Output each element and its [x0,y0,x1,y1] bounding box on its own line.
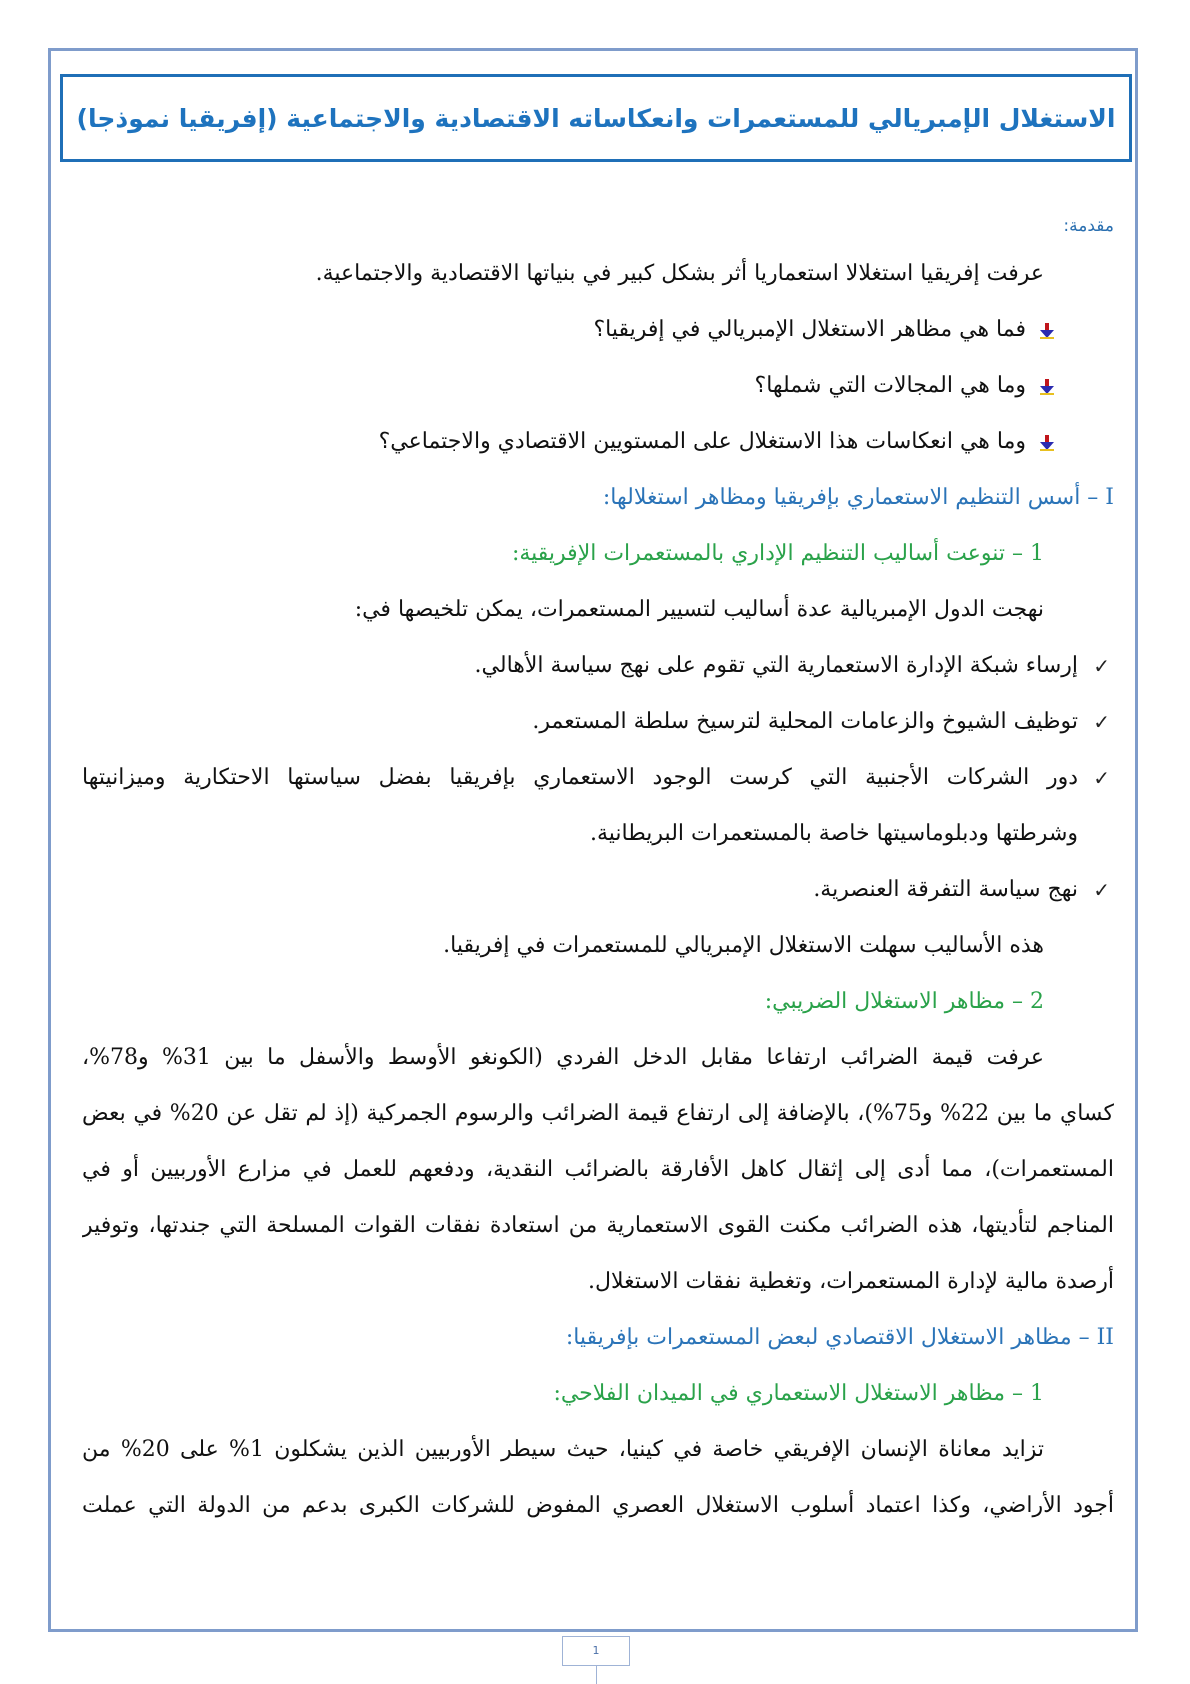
page-number: 1 [562,1636,630,1666]
paragraph-line: المستعمرات)، مما أدى إلى إثقال كاهل الأفارقة بالضرائب النقدية، ودفعهم للعمل في مزارع الأوربيين أو في [82,1157,1114,1182]
subsection-heading-1-1: 1 – تنوعت أساليب التنظيم الإداري بالمستعمرات الإفريقية: [511,541,1044,566]
question-item [82,302,1114,358]
question-text: وما هي انعكاسات هذا الاستغلال على المستويين الاقتصادي والاجتماعي؟ [378,429,1026,454]
paragraph-line: عرفت قيمة الضرائب ارتفاعا مقابل الدخل الفردي (الكونغو الأوسط والأسفل ما بين 31% و78%، [82,1045,1044,1070]
subsection-heading-2-1: 1 – مظاهر الاستغلال الاستعماري في الميدان الفلاحي: [553,1381,1044,1406]
list-item-text: وشرطتها ودبلوماسيتها خاصة بالمستعمرات البريطانية. [590,821,1078,846]
subsection-heading-1-2: 2 – مظاهر الاستغلال الضريبي: [764,989,1044,1014]
paragraph-line: تزايد معاناة الإنسان الإفريقي خاصة في كينيا، حيث سيطر الأوربيين الذين يشكلون 1% على 20% من [82,1437,1044,1462]
arrow-bullet-icon [1038,434,1056,452]
list-item-text: إرساء شبكة الإدارة الاستعمارية التي تقوم على نهج سياسة الأهالي. [474,653,1078,678]
title-box [60,74,1132,162]
list-item [82,862,1114,918]
list-item-text: دور الشركات الأجنبية التي كرست الوجود الاستعماري بإفريقيا بفضل سياستها الاحتكارية وميزانيتها [82,765,1078,790]
intro-label: مقدمة: [1063,216,1114,236]
footer-divider [596,1666,597,1684]
paragraph-line: أجود الأراضي، وكذا اعتماد أسلوب الاستغلال العصري المفوض للشركات الكبرى بدعم من الدولة التي عملت [82,1493,1114,1518]
list-item-continuation [82,806,1114,862]
arrow-bullet-icon [1038,378,1056,396]
document-body [82,206,1114,1534]
arrow-bullet-icon [1038,322,1056,340]
question-text: وما هي المجالات التي شملها؟ [754,373,1026,398]
check-mark-icon: ✓ [1093,654,1110,678]
list-item [82,750,1114,806]
paragraph-line: كساي ما بين 22% و75%)، بالإضافة إلى ارتفاع قيمة الضرائب والرسوم الجمركية (إذ لم تقل عن 20% في بعض [82,1101,1114,1126]
check-mark-icon: ✓ [1093,878,1110,902]
question-text: فما هي مظاهر الاستغلال الإمبريالي في إفريقيا؟ [593,317,1026,342]
list-item-text: توظيف الشيوخ والزعامات المحلية لترسيخ سلطة المستعمر. [532,709,1078,734]
list-item [82,638,1114,694]
section-heading-2: II – مظاهر الاستغلال الاقتصادي لبعض المستعمرات بإفريقيا: [565,1325,1114,1350]
check-mark-icon: ✓ [1093,710,1110,734]
page-title: الاستغلال الإمبريالي للمستعمرات وانعكاساته الاقتصادية والاجتماعية (إفريقيا نموذجا) [76,103,1116,133]
question-item [82,414,1114,470]
question-item [82,358,1114,414]
list-item-text: نهج سياسة التفرقة العنصرية. [813,877,1078,902]
paragraph-line: أرصدة مالية لإدارة المستعمرات، وتغطية نفقات الاستغلال. [588,1269,1114,1294]
paragraph: نهجت الدول الإمبريالية عدة أساليب لتسيير المستعمرات، يمكن تلخيصها في: [354,597,1044,622]
paragraph-line: المناجم لتأديتها، هذه الضرائب مكنت القوى الاستعمارية من استعادة نفقات القوات المسلحة التي جندتها، وتوفير [82,1213,1114,1238]
paragraph: هذه الأساليب سهلت الاستغلال الإمبريالي للمستعمرات في إفريقيا. [443,933,1044,958]
check-mark-icon: ✓ [1093,766,1110,790]
intro-text: عرفت إفريقيا استغلالا استعماريا أثر بشكل كبير في بنياتها الاقتصادية والاجتماعية. [315,261,1044,286]
section-heading-1: I – أسس التنظيم الاستعماري بإفريقيا ومظاهر استغلالها: [602,485,1114,510]
list-item [82,694,1114,750]
